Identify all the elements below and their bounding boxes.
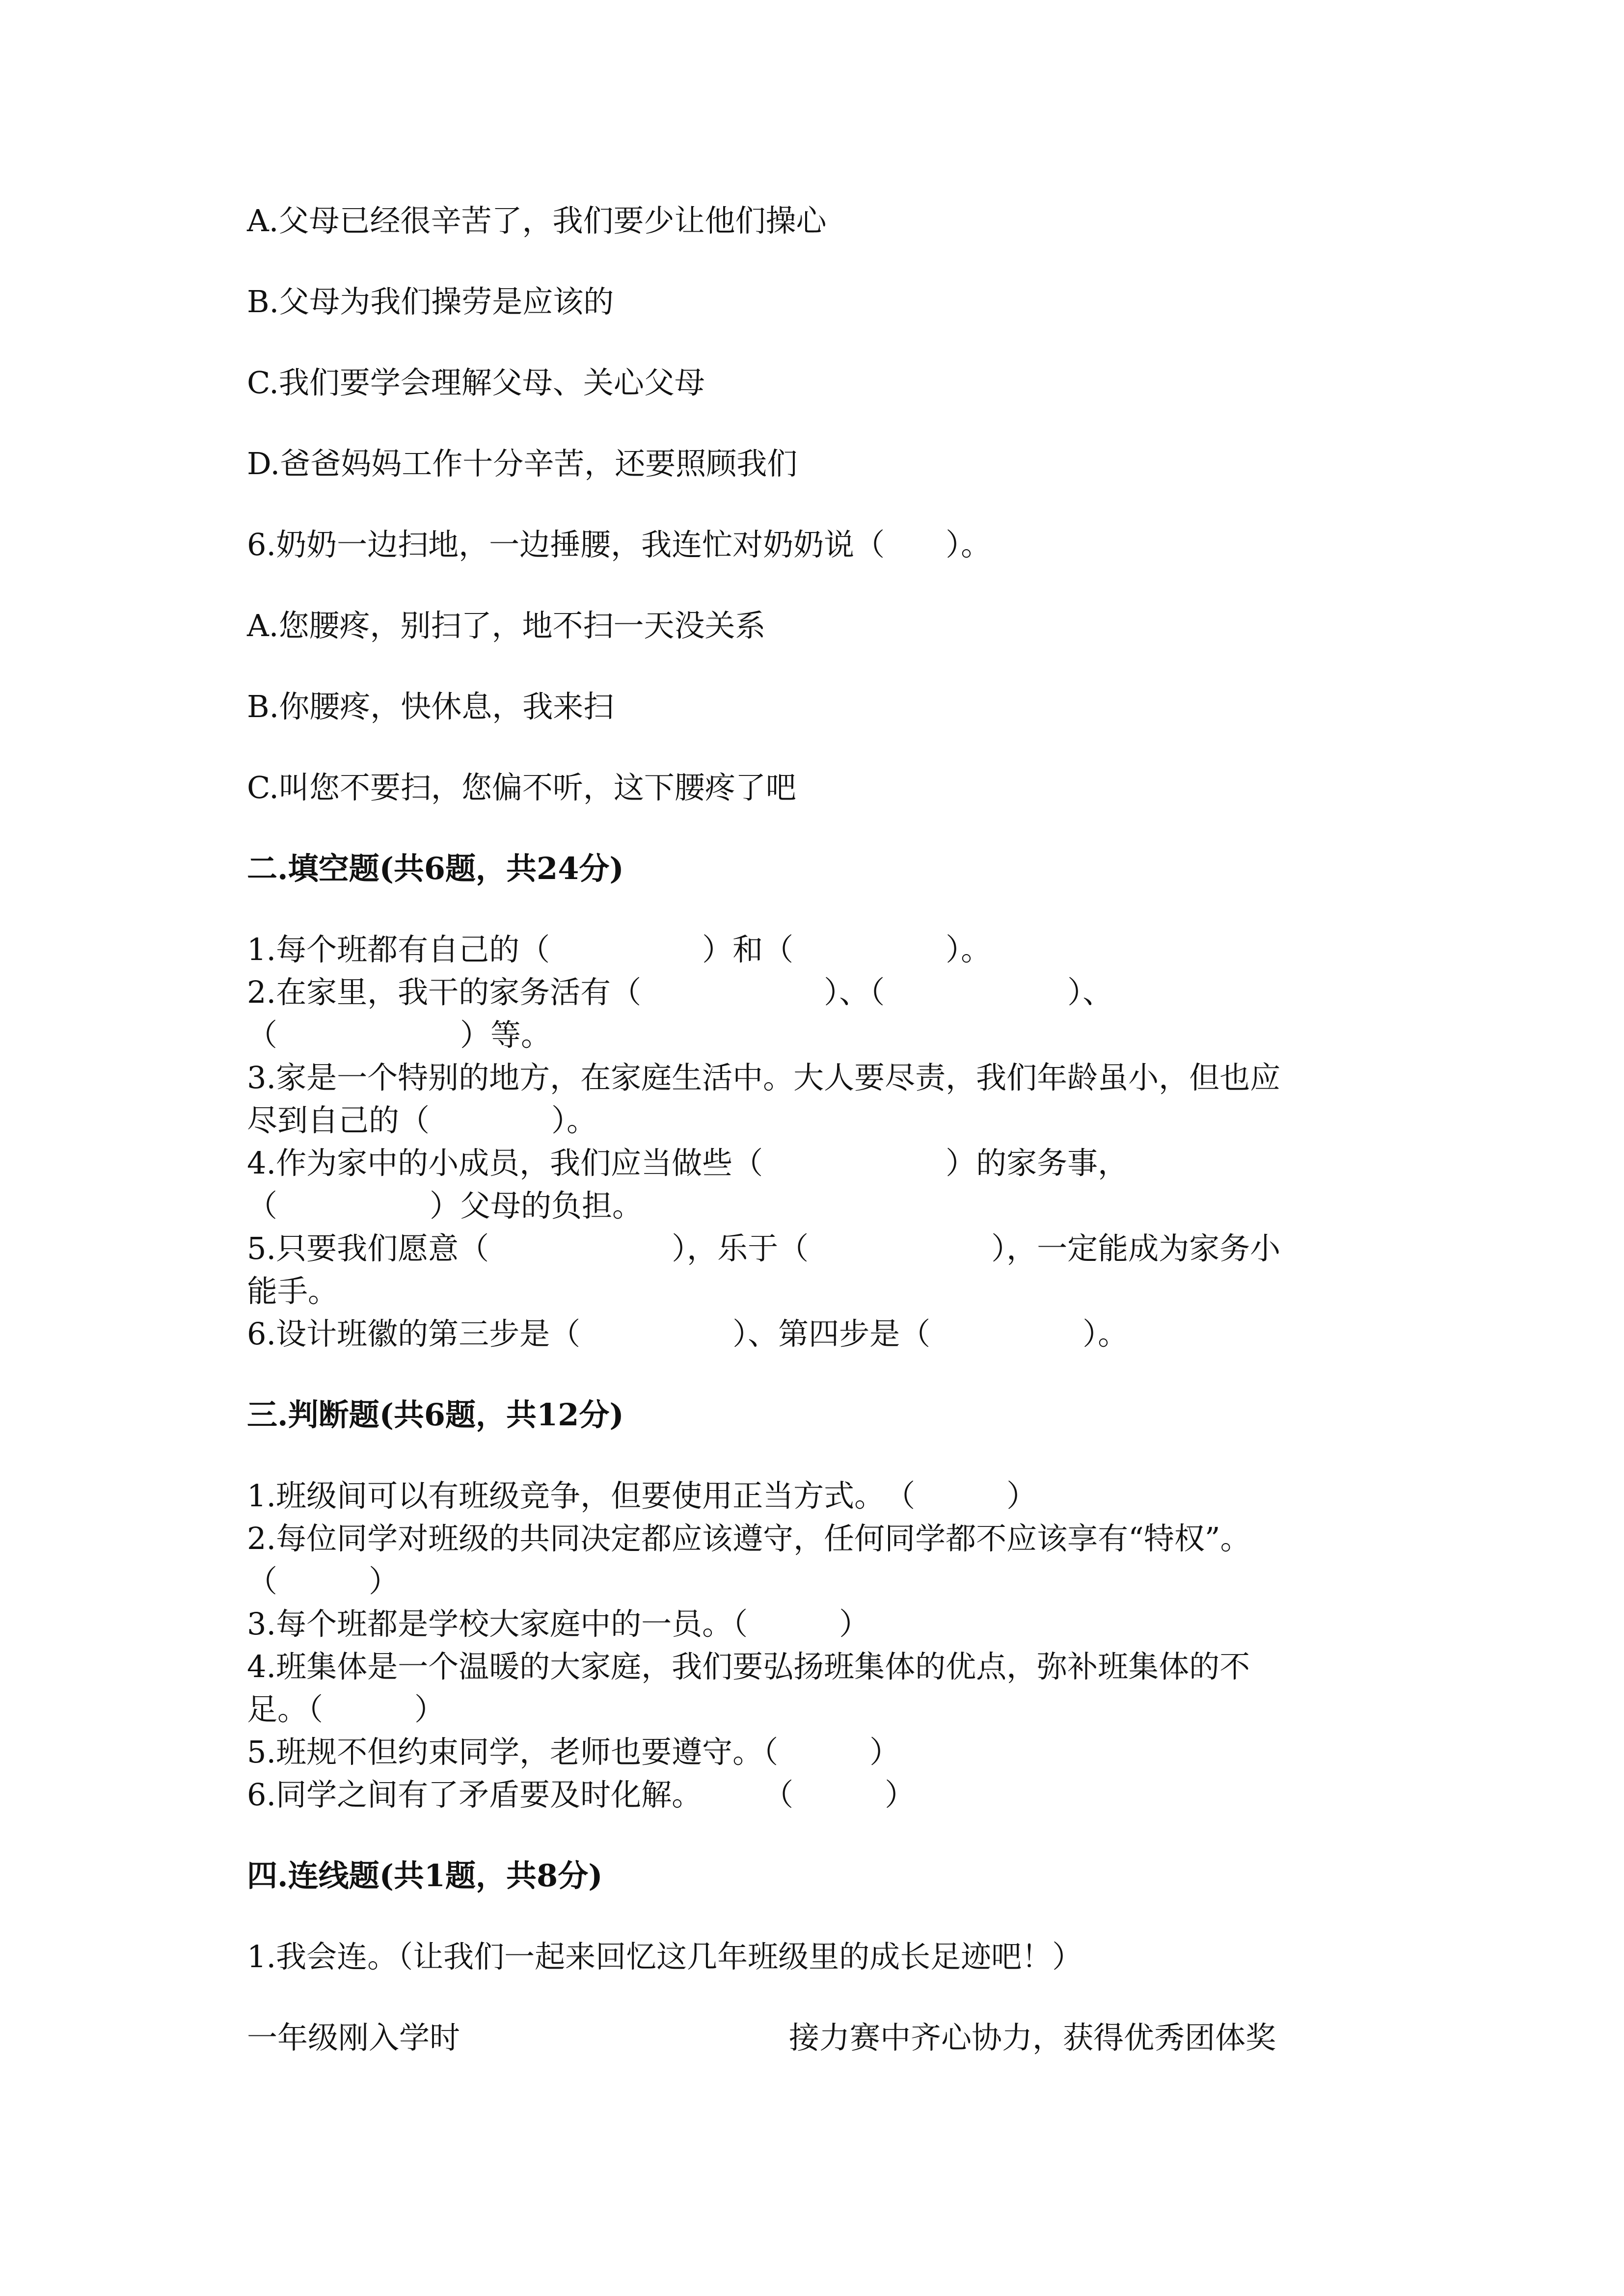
section2-line: 5.只要我们愿意（ ），乐于（ ），一定能成为家务小 (247, 1230, 1281, 1266)
section3-line: 6.同学之间有了矛盾要及时化解。 （ ） (247, 1777, 916, 1813)
section2-line: 尽到自己的（ ）。 (247, 1102, 597, 1138)
match-right-item: 接力赛中齐心协力，获得优秀团体奖 (789, 2020, 1276, 2056)
q5-option-a: A.父母已经很辛苦了，我们要少让他们操心 (247, 203, 827, 239)
section3-line: 5.班规不但约束同学，老师也要遵守。（ ） (247, 1734, 900, 1770)
q6-option-b: B.你腰疼，快休息，我来扫 (247, 689, 614, 724)
section3-line: 2.每位同学对班级的共同决定都应该遵守，任何同学都不应该享有“特权”。 (247, 1521, 1251, 1556)
section4-question: 1.我会连。（让我们一起来回忆这几年班级里的成长足迹吧！） (247, 1939, 1083, 1975)
q6-option-a: A.您腰疼，别扫了，地不扫一天没关系 (247, 608, 766, 643)
q6-stem: 6.奶奶一边扫地，一边捶腰，我连忙对奶奶说（ ）。 (247, 527, 992, 562)
q5-option-d: D.爸爸妈妈工作十分辛苦，还要照顾我们 (247, 446, 798, 481)
q6-option-c: C.叫您不要扫，您偏不听，这下腰疼了吧 (247, 770, 796, 805)
section3-line: （ ） (247, 1563, 400, 1599)
section3-line: 1.班级间可以有班级竞争，但要使用正当方式。 （ ） (247, 1478, 1037, 1514)
section2-line: 2.在家里，我干的家务活有（ ）、（ ）、 (247, 974, 1113, 1010)
section3-line: 足。（ ） (247, 1691, 445, 1727)
q5-option-c: C.我们要学会理解父母、关心父母 (247, 365, 705, 400)
section2-line: （ ）等。 (247, 1017, 552, 1053)
section2-line: 能手。 (247, 1273, 339, 1309)
section2-line: 3.家是一个特别的地方，在家庭生活中。大人要尽责，我们年龄虽小，但也应 (247, 1060, 1281, 1095)
section3-heading: 三.判断题(共6题，共12分) (247, 1397, 624, 1433)
section3-line: 4.班集体是一个温暖的大家庭，我们要弘扬班集体的优点，弥补班集体的不 (247, 1649, 1250, 1684)
section2-line: （ ）父母的负担。 (247, 1188, 643, 1224)
section4-heading: 四.连线题(共1题，共8分) (247, 1858, 603, 1894)
section2-line: 4.作为家中的小成员，我们应当做些（ ）的家务事， (247, 1145, 1129, 1181)
section2-line: 1.每个班都有自己的（ ）和（ ）。 (247, 932, 992, 967)
section2-heading: 二.填空题(共6题，共24分) (247, 851, 624, 886)
section3-line: 3.每个班都是学校大家庭中的一员。（ ） (247, 1606, 870, 1642)
match-left-item: 一年级刚入学时 (247, 2020, 460, 2056)
q5-option-b: B.父母为我们操劳是应该的 (247, 284, 614, 320)
section2-line: 6.设计班徽的第三步是（ ）、第四步是（ ）。 (247, 1316, 1129, 1352)
